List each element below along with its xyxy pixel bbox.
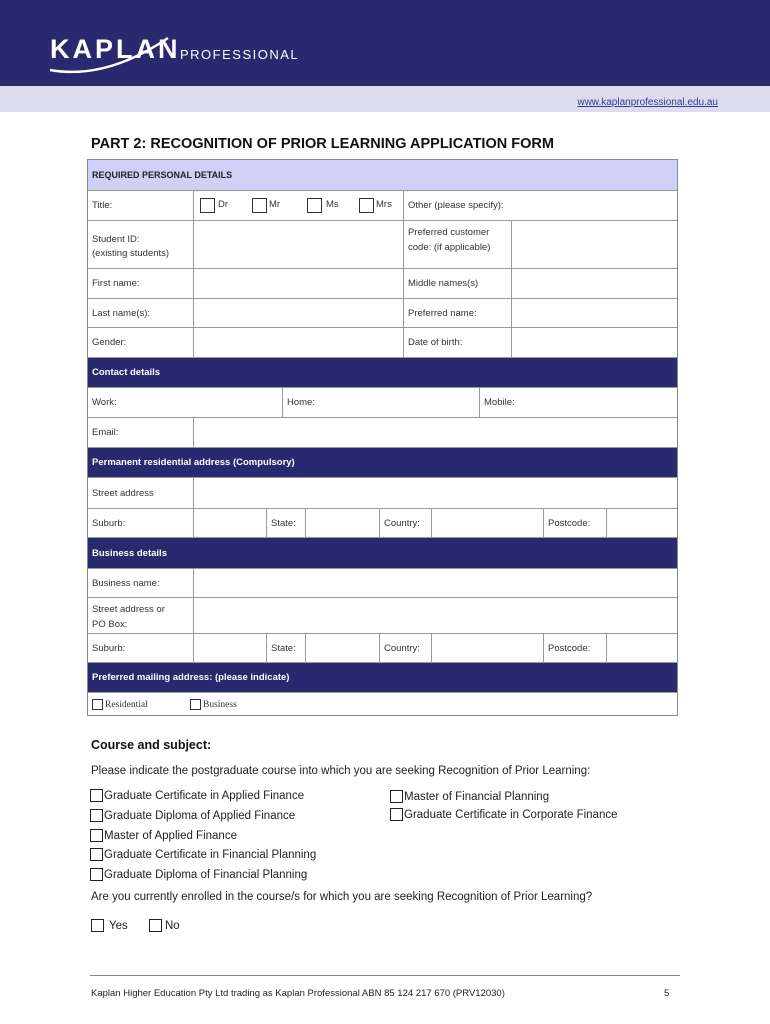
enrolled-yes-label: Yes	[109, 919, 128, 932]
title-mrs-checkbox[interactable]	[359, 198, 374, 213]
title-mrs-label: Mrs	[376, 199, 392, 210]
email-input[interactable]	[193, 418, 677, 447]
section-heading: REQUIRED PERSONAL DETAILS	[92, 170, 233, 180]
title-mr-checkbox[interactable]	[252, 198, 267, 213]
title-row	[88, 191, 677, 221]
title-dr-label: Dr	[218, 199, 229, 210]
first-name-row	[88, 269, 677, 299]
last-name-row	[88, 299, 677, 328]
checkbox-icon[interactable]	[390, 790, 403, 803]
bus-country-label: Country:	[379, 634, 431, 662]
student-id-label	[88, 221, 193, 268]
first-name-input[interactable]	[193, 269, 403, 298]
middle-names-label: Middle names(s)	[403, 269, 511, 298]
section-contact-details	[88, 358, 677, 388]
page-header	[0, 0, 770, 86]
course-option-label: Graduate Diploma of Applied Finance	[104, 809, 296, 822]
checkbox-icon[interactable]	[90, 848, 103, 861]
preferred-code-label	[403, 221, 511, 268]
preferred-name-label: Preferred name:	[403, 299, 511, 327]
course-option-label: Graduate Certificate in Applied Finance	[104, 789, 305, 802]
phone-row	[88, 388, 677, 418]
home-phone-field[interactable]: Home:	[282, 388, 479, 417]
checkbox-icon[interactable]	[90, 868, 103, 881]
enrolled-yes-option[interactable]	[91, 919, 128, 932]
course-option-label: Graduate Diploma of Financial Planning	[104, 868, 308, 881]
preferred-code-label-line1: Preferred customer	[408, 227, 490, 238]
email-label: Email:	[92, 427, 119, 438]
business-name-input[interactable]	[193, 569, 677, 597]
preferred-name-input[interactable]	[511, 299, 677, 327]
course-option-gdaf[interactable]	[90, 809, 295, 822]
gender-input[interactable]	[193, 328, 403, 357]
first-name-label: First name:	[92, 278, 140, 289]
residential-suburb-row	[88, 509, 677, 538]
email-row	[88, 418, 677, 448]
res-street-input[interactable]	[193, 478, 677, 508]
mailing-options	[88, 693, 677, 715]
gender-label: Gender:	[92, 337, 127, 348]
student-id-row	[88, 221, 677, 269]
res-postcode-label: Postcode:	[543, 509, 606, 537]
footer-text: Kaplan Higher Education Pty Ltd trading as Kaplan Professional ABN 85 124 217 670 (PRV12030)	[91, 988, 505, 999]
website-link[interactable]: www.kaplanprofessional.edu.au	[577, 97, 718, 108]
section-residential-address	[88, 448, 677, 478]
student-id-label-line1: Student ID:	[92, 234, 140, 245]
course-option-gcaf[interactable]	[90, 789, 304, 802]
course-option-gccf[interactable]	[390, 808, 618, 821]
bus-street-label-line2: PO Box:	[92, 619, 128, 630]
res-suburb-input[interactable]	[193, 509, 266, 537]
course-option-maf[interactable]	[90, 829, 237, 842]
title-ms-label: Ms	[326, 199, 339, 210]
checkbox-icon[interactable]	[149, 919, 162, 932]
bus-suburb-label: Suburb:	[92, 642, 126, 654]
student-id-input[interactable]	[193, 221, 403, 268]
bus-state-input[interactable]	[305, 634, 379, 662]
course-option-gcfp[interactable]	[90, 848, 316, 861]
business-suburb-row	[88, 634, 677, 663]
kaplan-logo	[46, 30, 306, 80]
course-option-mfp[interactable]	[390, 790, 549, 803]
preferred-code-input[interactable]	[511, 221, 677, 268]
checkbox-icon[interactable]	[90, 829, 103, 842]
course-option-gdfp[interactable]	[90, 868, 307, 881]
section-heading: Business details	[92, 547, 167, 559]
course-option-label: Graduate Certificate in Financial Planning	[104, 848, 317, 861]
checkbox-icon[interactable]	[90, 809, 103, 822]
bus-street-input[interactable]	[193, 598, 677, 633]
mailing-business-checkbox[interactable]	[190, 699, 201, 710]
course-option-label: Graduate Certificate in Corporate Finance	[404, 808, 618, 821]
res-state-label: State:	[266, 509, 305, 537]
res-suburb-label: Suburb:	[92, 517, 126, 529]
checkbox-icon[interactable]	[390, 808, 403, 821]
course-prompt: Please indicate the postgraduate course into which you are seeking Recognition of Prior Learning:	[91, 765, 591, 777]
section-personal-details	[88, 160, 677, 191]
bus-state-label: State:	[266, 634, 305, 662]
title-label: Title:	[92, 200, 113, 211]
checkbox-icon[interactable]	[90, 789, 103, 802]
mailing-business-label: Business	[203, 700, 237, 710]
res-street-label: Street address	[92, 487, 154, 499]
title-dr-checkbox[interactable]	[200, 198, 215, 213]
course-option-label: Master of Financial Planning	[404, 790, 550, 803]
footer-divider	[90, 975, 680, 976]
mailing-residential-checkbox[interactable]	[92, 699, 103, 710]
title-ms-checkbox[interactable]	[307, 198, 322, 213]
bus-country-input[interactable]	[431, 634, 543, 662]
mobile-phone-field[interactable]: Mobile:	[479, 388, 677, 417]
enrolled-question: Are you currently enrolled in the course/s for which you are seeking Recognition of Prior Learning?	[91, 891, 593, 903]
mailing-residential-label: Residential	[105, 700, 148, 710]
student-id-label-line2: (existing students)	[92, 248, 170, 259]
res-state-input[interactable]	[305, 509, 379, 537]
dob-input[interactable]	[511, 328, 677, 357]
title-other-field[interactable]: Other (please specify):	[403, 191, 677, 220]
section-heading: Preferred mailing address: (please indicate)	[92, 672, 290, 683]
last-name-input[interactable]	[193, 299, 403, 327]
gender-row	[88, 328, 677, 358]
course-heading: Course and subject:	[91, 738, 212, 752]
bus-postcode-input[interactable]	[606, 634, 677, 662]
preferred-code-label-line2: code: (if applicable)	[408, 242, 491, 253]
page-number: 5	[664, 988, 670, 999]
enrolled-no-label: No	[165, 919, 180, 932]
section-business-details	[88, 538, 677, 569]
section-mailing-address	[88, 663, 677, 693]
bus-street-label	[88, 598, 193, 633]
form-title: PART 2: RECOGNITION OF PRIOR LEARNING APPLICATION FORM	[91, 136, 554, 152]
bus-suburb-input[interactable]	[193, 634, 266, 662]
res-country-input[interactable]	[431, 509, 543, 537]
section-heading: Permanent residential address (Compulsory)	[92, 457, 295, 468]
business-name-label: Business name:	[92, 577, 160, 589]
logo-brand: KAPLAN	[50, 34, 181, 64]
course-option-label: Master of Applied Finance	[104, 829, 237, 842]
business-street-row	[88, 598, 677, 634]
title-mr-label: Mr	[269, 199, 281, 210]
business-name-row	[88, 569, 677, 598]
res-postcode-input[interactable]	[606, 509, 677, 537]
checkbox-icon[interactable]	[91, 919, 104, 932]
residential-street-row	[88, 478, 677, 509]
enrolled-no-option[interactable]	[149, 919, 180, 932]
dob-label: Date of birth:	[403, 328, 511, 357]
middle-names-input[interactable]	[511, 269, 677, 298]
bus-postcode-label: Postcode:	[543, 634, 606, 662]
bus-street-label-line1: Street address or	[92, 604, 165, 615]
last-name-label: Last name(s):	[92, 307, 151, 319]
personal-details-form	[87, 159, 678, 716]
work-phone-field[interactable]: Work:	[92, 397, 117, 408]
title-options	[193, 191, 403, 220]
logo-subtitle: PROFESSIONAL	[180, 47, 300, 62]
section-heading: Contact details	[92, 367, 161, 378]
res-country-label: Country:	[379, 509, 431, 537]
